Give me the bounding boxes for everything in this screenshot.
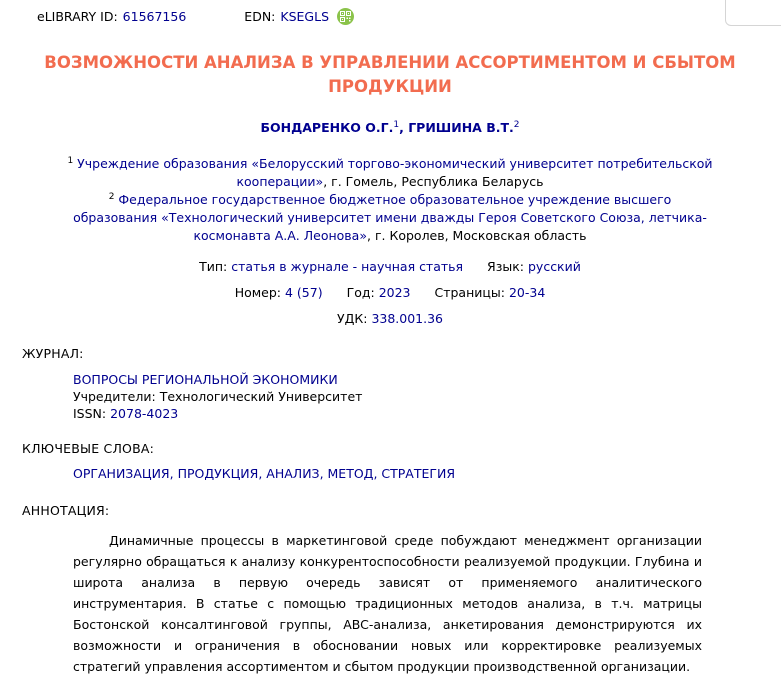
abstract-section-label: АННОТАЦИЯ: [22,503,110,518]
affiliation-place: , г. Королев, Московская область [367,228,587,244]
author-sup: 1 [393,120,400,130]
affiliation-org-link[interactable]: Федеральное государственное бюджетное образовательное учреждение высшего образования «Технологический университет имени дважды Героя Советского Союза, летчика-космонавта А.А. Леонова» [73,192,707,244]
keywords-list: ОРГАНИЗАЦИЯ, ПРОДУКЦИЯ, АНАЛИЗ, МЕТОД, СТРАТЕГИЯ [73,466,456,481]
affiliation-org-link[interactable]: Учреждение образования «Белорусский торгово-экономический университет потребительской кооперации» [77,156,713,190]
keyword-link[interactable]: МЕТОД [327,466,374,481]
meta-type-label: Тип: [199,259,228,274]
journal-founders [73,388,362,405]
author-link[interactable]: БОНДАРЕНКО О.Г. [260,120,394,136]
keyword-link[interactable]: ПРОДУКЦИЯ [177,466,259,481]
meta-number-label: Номер: [234,285,282,300]
meta-year [347,285,411,300]
authors: БОНДАРЕНКО О.Г.$^1$, ГРИШИНА В.Т.$^2$ [260,120,520,136]
affiliation-2 [65,188,715,245]
qr-code-icon[interactable] [337,8,354,25]
meta-pages-label: Страницы: [434,285,505,300]
meta-udk-value: 338.001.36 [371,311,444,326]
article-title-line-1: ВОЗМОЖНОСТИ АНАЛИЗА В УПРАВЛЕНИИ АССОРТИМЕНТОМ И СБЫТОМ [44,53,736,72]
panel-corner [725,0,781,26]
author-link[interactable]: ГРИШИНА В.Т. [408,120,514,136]
meta-row-type-lang [40,259,740,274]
journal-name-link[interactable]: ВОПРОСЫ РЕГИОНАЛЬНОЙ ЭКОНОМИКИ [73,372,338,387]
article-title-line-2: ПРОДУКЦИИ [328,77,452,96]
meta-type [199,259,463,274]
elibrary-id-label: eLIBRARY ID: [37,8,118,24]
meta-udk [337,311,443,326]
meta-row-number-year-pages [40,285,740,300]
edn-value[interactable]: KSEGLS [280,8,330,24]
journal-issn-label: ISSN: [73,406,107,421]
abstract-text: Динамичные процессы в маркетинговой среде побуждают менеджмент организации регулярно обращаться к анализу конкурентоспособности реализуемой продукции. Глубина и широта анализа в первую очередь зависят от применяемого аналитического инструментария. В статье с помощью традиционных методов анализа, в т.ч. матрицы Бостонской консалтинговой группы, ABC-анализа, анкетирования демонстрируются их возможности и ограничения в обосновании новых или корректировке реализуемых стратегий управления ассортиментом и сбытом продукции производственной организации. [73,533,702,674]
journal-info [73,371,362,422]
journal-issn [73,405,362,422]
meta-type-value: статья в журнале - научная статья [231,259,464,274]
elibrary-id-value: 61567156 [122,8,187,24]
journal-founders-label: Учредители: [73,389,156,404]
keywords-section-label: КЛЮЧЕВЫЕ СЛОВА: [22,441,155,456]
affiliation-num: 1 [67,156,74,166]
article-ids-bar [37,5,354,27]
meta-lang-value: русский [527,259,581,274]
affiliation-1 [65,152,715,191]
meta-lang-label: Язык: [487,259,524,274]
meta-number-value[interactable]: 4 (57) [285,285,323,300]
article-title [40,51,740,99]
affiliation-place: , г. Гомель, Республика Беларусь [323,174,544,190]
edn-label: EDN: [244,8,276,24]
meta-number [235,285,323,300]
keyword-link[interactable]: АНАЛИЗ [266,466,320,481]
meta-row-udk [40,311,740,326]
keyword-link[interactable]: СТРАТЕГИЯ [381,466,456,481]
author-sup: 2 [513,120,520,130]
journal-issn-value[interactable]: 2078-4023 [110,406,179,421]
meta-pages-value: 20-34 [508,285,546,300]
meta-udk-label: УДК: [336,311,368,326]
meta-pages [434,285,545,300]
meta-year-label: Год: [346,285,375,300]
meta-year-value: 2023 [378,285,411,300]
journal-founders-value: Технологический Университет [159,389,363,404]
keyword-link[interactable]: ОРГАНИЗАЦИЯ [73,466,170,481]
affiliation-num: 2 [108,192,115,202]
journal-section-label: ЖУРНАЛ: [22,346,84,361]
meta-lang [487,259,581,274]
